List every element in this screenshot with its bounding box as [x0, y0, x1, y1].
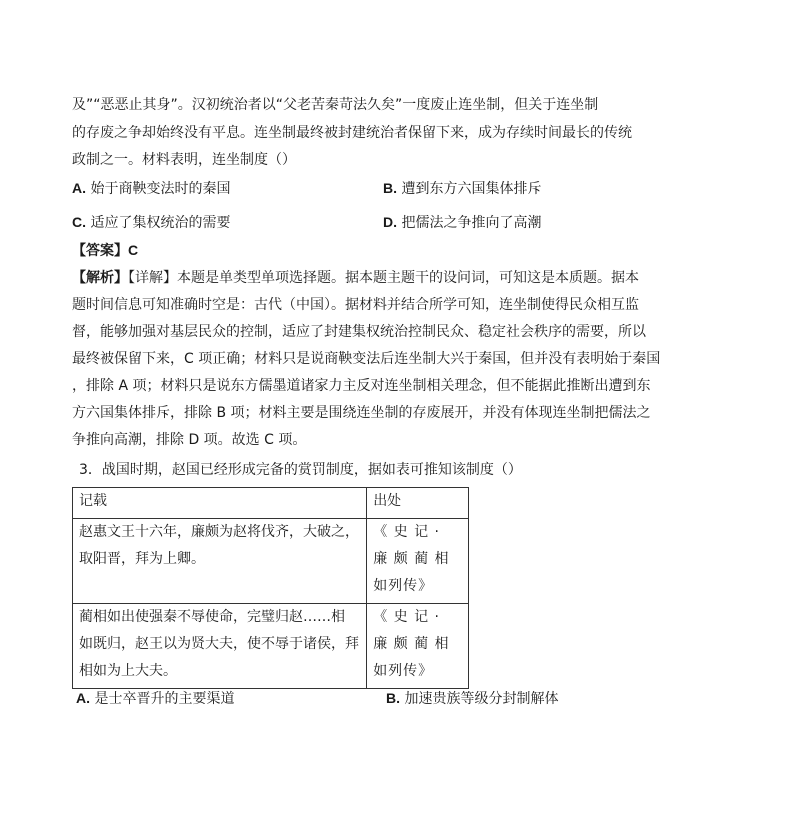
analysis-label: 【解析】 — [72, 270, 128, 286]
option-b-text: 遭到东方六国集体排斥 — [401, 181, 542, 197]
answer-value: C — [128, 242, 139, 258]
analysis-text-1: 【详解】本题是单类型单项选择题。据本题主题干的设问词，可知这是本质题。据本 — [128, 270, 639, 286]
record-cell — [73, 519, 366, 573]
analysis-line-1 — [72, 268, 639, 288]
q3-option-b-text: 加速贵族等级分封制解体 — [404, 691, 559, 707]
source-cell — [367, 519, 468, 600]
source-line: 廉 颇 蔺 相 — [373, 636, 450, 652]
q3-option-a-text: 是士卒晋升的主要渠道 — [94, 691, 235, 707]
analysis-line-7: 争推向高潮，排除 D 项。故选 C 项。 — [72, 432, 307, 448]
table-header-row — [73, 488, 469, 519]
answer-label: 【答案】 — [72, 243, 128, 259]
analysis-line-2: 题时间信息可知准确时空是：古代（中国）。据材料并结合所学可知，连坐制使得民众相互监 — [72, 297, 639, 313]
q3-option-a — [76, 688, 234, 709]
answer-line — [72, 240, 138, 261]
source-line: 《 史 记 · — [373, 609, 440, 625]
source-line: 《 史 记 · — [373, 524, 440, 540]
q3-option-b — [386, 688, 558, 709]
header-source: 出处 — [373, 493, 402, 509]
option-d-key: D. — [383, 214, 397, 230]
analysis-line-5: ，排除 A 项；材料只是说东方儒墨道诸家力主反对连坐制相关理念，但不能据此推断出遭到东 — [72, 378, 651, 394]
question-text-line-2: 的存废之争却始终没有平息。连坐制最终被封建统治者保留下来，成为存续时间最长的传统 — [72, 125, 632, 141]
source-line: 廉 颇 蔺 相 — [373, 551, 450, 567]
option-c-key: C. — [72, 214, 86, 230]
record-line: 取阳晋，拜为上卿。 — [79, 551, 205, 567]
source-cell — [367, 604, 468, 685]
record-line: 如既归，赵王以为贤大夫，使不辱于诸侯，拜 — [79, 636, 359, 652]
record-line: 赵惠文王十六年，廉颇为赵将伐齐，大破之， — [79, 524, 359, 540]
record-table — [72, 487, 469, 689]
option-a — [72, 178, 230, 199]
analysis-line-4: 最终被保留下来，C 项正确；材料只是说商鞅变法后连坐制大兴于秦国，但并没有表明始于秦国 — [72, 351, 661, 367]
option-a-key: A. — [72, 180, 86, 196]
option-d-text: 把儒法之争推向了高潮 — [401, 215, 542, 231]
option-a-text: 始于商鞅变法时的秦国 — [90, 181, 231, 197]
option-c-text: 适应了集权统治的需要 — [90, 215, 231, 231]
option-b-key: B. — [383, 180, 397, 196]
source-line: 如列传》 — [373, 663, 434, 679]
table-row — [73, 604, 469, 689]
question-text-line-3: 政制之一。材料表明，连坐制度（） — [72, 152, 296, 168]
source-line: 如列传》 — [373, 578, 434, 594]
record-line: 相如为上大夫。 — [79, 663, 177, 679]
analysis-line-6: 方六国集体排斥，排除 B 项；材料主要是围绕连坐制的存废展开，并没有体现连坐制把儒法之 — [72, 405, 651, 421]
q3-option-a-key: A. — [76, 690, 90, 706]
option-b — [383, 178, 541, 199]
record-cell — [73, 604, 366, 685]
question-text-line-1: 及”“恶恶止其身”。汉初统治者以“父老苦秦苛法久矣”一度废止连坐制，但关于连坐制 — [72, 97, 599, 113]
record-line: 蔺相如出使强秦不辱使命，完璧归赵……相 — [79, 609, 345, 625]
option-c — [72, 212, 230, 233]
table-row — [73, 519, 469, 604]
option-d — [383, 212, 541, 233]
header-record: 记载 — [79, 493, 107, 509]
question3-stem: 3．战国时期，赵国已经形成完备的赏罚制度，据如表可推知该制度（） — [79, 462, 522, 478]
analysis-line-3: 督，能够加强对基层民众的控制，适应了封建集权统治控制民众、稳定社会秩序的需要，所以 — [72, 324, 646, 340]
q3-option-b-key: B. — [386, 690, 400, 706]
